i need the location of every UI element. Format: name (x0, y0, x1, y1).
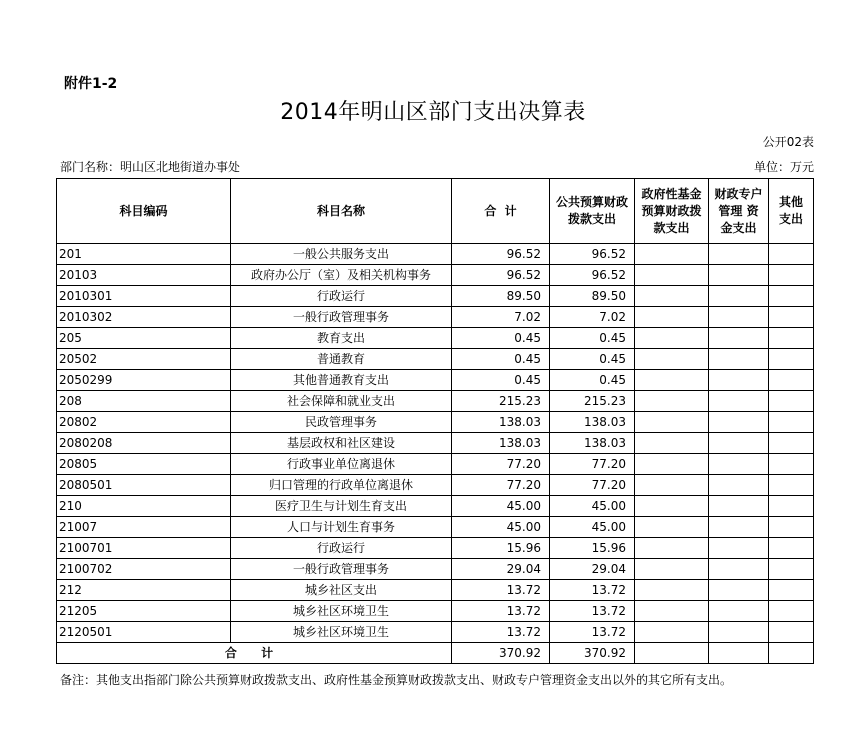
total-other (769, 643, 814, 664)
row-special-account (709, 370, 769, 391)
header-code: 科目编码 (57, 179, 231, 244)
row-other (769, 601, 814, 622)
row-gov-fund (635, 265, 709, 286)
row-name: 政府办公厅（室）及相关机构事务 (231, 265, 452, 286)
row-other (769, 412, 814, 433)
row-total: 138.03 (452, 433, 550, 454)
row-special-account (709, 559, 769, 580)
row-other (769, 622, 814, 643)
total-label: 合 计 (57, 643, 452, 664)
row-name: 行政运行 (231, 538, 452, 559)
row-name: 医疗卫生与计划生育支出 (231, 496, 452, 517)
table-row (57, 328, 814, 349)
row-total: 138.03 (452, 412, 550, 433)
row-gov-fund (635, 538, 709, 559)
row-total: 7.02 (452, 307, 550, 328)
row-total: 0.45 (452, 328, 550, 349)
row-public-budget: 138.03 (550, 433, 635, 454)
row-code: 208 (57, 391, 231, 412)
row-other (769, 307, 814, 328)
row-other (769, 496, 814, 517)
total-gov-fund (635, 643, 709, 664)
row-name: 一般行政管理事务 (231, 307, 452, 328)
row-gov-fund (635, 496, 709, 517)
row-code: 20502 (57, 349, 231, 370)
table-row (57, 244, 814, 265)
attachment-label: 附件1-2 (64, 76, 118, 92)
row-code: 2120501 (57, 622, 231, 643)
form-number: 公开02表 (762, 135, 814, 149)
row-name: 城乡社区支出 (231, 580, 452, 601)
row-special-account (709, 475, 769, 496)
row-public-budget: 45.00 (550, 496, 635, 517)
row-name: 其他普通教育支出 (231, 370, 452, 391)
table-row (57, 475, 814, 496)
table-row (57, 307, 814, 328)
row-total: 77.20 (452, 454, 550, 475)
header-special-account: 财政专户管理 资金支出 (709, 179, 769, 244)
row-code: 2080208 (57, 433, 231, 454)
row-public-budget: 13.72 (550, 601, 635, 622)
row-total: 0.45 (452, 349, 550, 370)
row-code: 2010302 (57, 307, 231, 328)
total-public-budget: 370.92 (550, 643, 635, 664)
row-public-budget: 96.52 (550, 265, 635, 286)
row-code: 210 (57, 496, 231, 517)
row-other (769, 286, 814, 307)
row-special-account (709, 454, 769, 475)
row-other (769, 370, 814, 391)
table-row (57, 517, 814, 538)
row-public-budget: 29.04 (550, 559, 635, 580)
row-public-budget: 0.45 (550, 349, 635, 370)
row-special-account (709, 622, 769, 643)
row-special-account (709, 391, 769, 412)
row-other (769, 454, 814, 475)
row-special-account (709, 601, 769, 622)
table-row (57, 559, 814, 580)
row-code: 21007 (57, 517, 231, 538)
row-other (769, 391, 814, 412)
row-name: 一般公共服务支出 (231, 244, 452, 265)
row-other (769, 244, 814, 265)
row-other (769, 265, 814, 286)
row-public-budget: 0.45 (550, 370, 635, 391)
row-total: 215.23 (452, 391, 550, 412)
row-special-account (709, 286, 769, 307)
table-row (57, 391, 814, 412)
row-code: 2050299 (57, 370, 231, 391)
row-public-budget: 7.02 (550, 307, 635, 328)
row-name: 教育支出 (231, 328, 452, 349)
row-total: 45.00 (452, 517, 550, 538)
row-other (769, 328, 814, 349)
row-code: 212 (57, 580, 231, 601)
row-gov-fund (635, 454, 709, 475)
row-code: 2100702 (57, 559, 231, 580)
row-gov-fund (635, 328, 709, 349)
row-total: 96.52 (452, 244, 550, 265)
row-public-budget: 96.52 (550, 244, 635, 265)
expenditure-table (56, 178, 814, 664)
row-gov-fund (635, 391, 709, 412)
row-code: 201 (57, 244, 231, 265)
row-special-account (709, 580, 769, 601)
row-name: 社会保障和就业支出 (231, 391, 452, 412)
row-public-budget: 45.00 (550, 517, 635, 538)
table-row (57, 580, 814, 601)
row-special-account (709, 244, 769, 265)
table-row (57, 454, 814, 475)
row-name: 基层政权和社区建设 (231, 433, 452, 454)
row-other (769, 433, 814, 454)
table-body (57, 244, 814, 664)
row-code: 20103 (57, 265, 231, 286)
row-name: 民政管理事务 (231, 412, 452, 433)
header-public-budget: 公共预算财政拨款支出 (550, 179, 635, 244)
table-row (57, 622, 814, 643)
row-special-account (709, 496, 769, 517)
row-special-account (709, 433, 769, 454)
row-gov-fund (635, 580, 709, 601)
row-special-account (709, 265, 769, 286)
row-code: 2080501 (57, 475, 231, 496)
header-name: 科目名称 (231, 179, 452, 244)
row-name: 城乡社区环境卫生 (231, 601, 452, 622)
row-gov-fund (635, 370, 709, 391)
row-gov-fund (635, 412, 709, 433)
table-row (57, 433, 814, 454)
row-total: 0.45 (452, 370, 550, 391)
row-total: 45.00 (452, 496, 550, 517)
row-total: 15.96 (452, 538, 550, 559)
row-special-account (709, 349, 769, 370)
header-gov-fund: 政府性基金预算财政拨款支出 (635, 179, 709, 244)
unit-label: 单位：万元 (753, 160, 814, 174)
row-public-budget: 13.72 (550, 622, 635, 643)
table-row (57, 412, 814, 433)
table-row (57, 601, 814, 622)
row-name: 行政事业单位离退休 (231, 454, 452, 475)
row-name: 普通教育 (231, 349, 452, 370)
row-name: 行政运行 (231, 286, 452, 307)
row-public-budget: 77.20 (550, 475, 635, 496)
row-total: 29.04 (452, 559, 550, 580)
row-gov-fund (635, 307, 709, 328)
row-public-budget: 77.20 (550, 454, 635, 475)
row-gov-fund (635, 349, 709, 370)
row-code: 20805 (57, 454, 231, 475)
row-total: 96.52 (452, 265, 550, 286)
row-other (769, 559, 814, 580)
header-other: 其他支出 (769, 179, 814, 244)
row-total: 89.50 (452, 286, 550, 307)
row-gov-fund (635, 475, 709, 496)
footnote: 备注：其他支出指部门除公共预算财政拨款支出、政府性基金预算财政拨款支出、财政专户管理资金支出以外的其它所有支出。 (60, 673, 733, 687)
row-special-account (709, 307, 769, 328)
row-special-account (709, 538, 769, 559)
row-code: 21205 (57, 601, 231, 622)
row-gov-fund (635, 433, 709, 454)
total-special-account (709, 643, 769, 664)
row-public-budget: 15.96 (550, 538, 635, 559)
row-name: 城乡社区环境卫生 (231, 622, 452, 643)
row-total: 13.72 (452, 622, 550, 643)
row-total: 13.72 (452, 601, 550, 622)
department-label: 部门名称：明山区北地街道办事处 (60, 160, 241, 174)
row-name: 人口与计划生育事务 (231, 517, 452, 538)
row-special-account (709, 328, 769, 349)
row-public-budget: 13.72 (550, 580, 635, 601)
table-row (57, 265, 814, 286)
row-gov-fund (635, 559, 709, 580)
row-public-budget: 89.50 (550, 286, 635, 307)
row-gov-fund (635, 244, 709, 265)
row-gov-fund (635, 601, 709, 622)
row-gov-fund (635, 517, 709, 538)
row-name: 一般行政管理事务 (231, 559, 452, 580)
row-special-account (709, 517, 769, 538)
row-total: 13.72 (452, 580, 550, 601)
page-title: 2014年明山区部门支出决算表 (280, 100, 586, 125)
table-row (57, 496, 814, 517)
row-public-budget: 215.23 (550, 391, 635, 412)
table-row (57, 370, 814, 391)
table-header-row (57, 179, 814, 244)
row-code: 2010301 (57, 286, 231, 307)
row-other (769, 538, 814, 559)
row-other (769, 475, 814, 496)
total-row (57, 643, 814, 664)
row-total: 77.20 (452, 475, 550, 496)
row-other (769, 580, 814, 601)
row-code: 2100701 (57, 538, 231, 559)
row-code: 20802 (57, 412, 231, 433)
row-public-budget: 138.03 (550, 412, 635, 433)
header-total: 合 计 (452, 179, 550, 244)
row-special-account (709, 412, 769, 433)
table-row (57, 538, 814, 559)
table-row (57, 286, 814, 307)
row-public-budget: 0.45 (550, 328, 635, 349)
total-value: 370.92 (452, 643, 550, 664)
row-code: 205 (57, 328, 231, 349)
row-other (769, 517, 814, 538)
row-name: 归口管理的行政单位离退休 (231, 475, 452, 496)
row-gov-fund (635, 286, 709, 307)
table-row (57, 349, 814, 370)
row-gov-fund (635, 622, 709, 643)
row-other (769, 349, 814, 370)
